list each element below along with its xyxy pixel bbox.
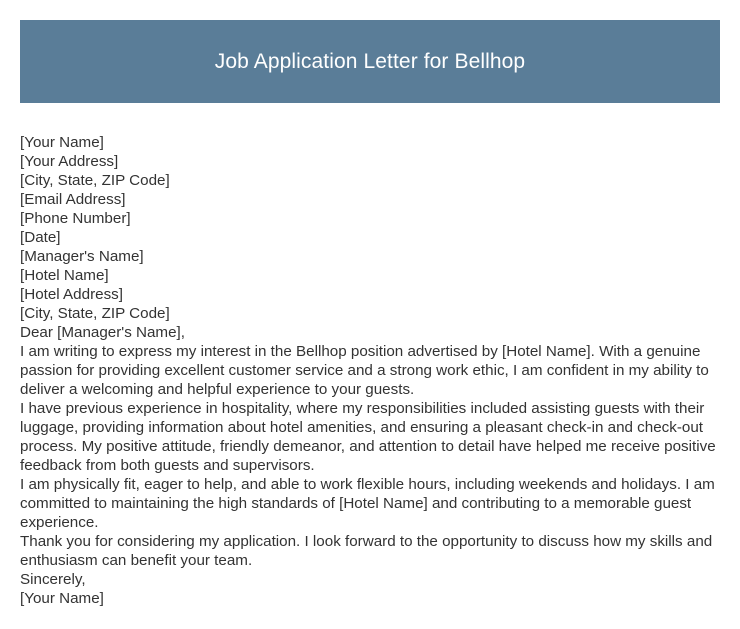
recipient-city-state-zip: [City, State, ZIP Code] [20, 305, 170, 322]
body-paragraph-2: I have previous experience in hospitality, where my responsibilities included assisting guests with their luggage, providing information about hotel amenities, and ensuring a pleasant check-in and check-out process. My positive attitude, friendly demeanor, and attention to detail have helped me receive positive feedback from both guests and supervisors. [20, 400, 716, 474]
closing: Sincerely, [20, 571, 86, 588]
sender-name: [Your Name] [20, 134, 104, 151]
letter-date: [Date] [20, 229, 61, 246]
signature: [Your Name] [20, 590, 104, 607]
sender-email: [Email Address] [20, 191, 126, 208]
recipient-manager-name: [Manager's Name] [20, 248, 144, 265]
salutation: Dear [Manager's Name], [20, 324, 185, 341]
body-paragraph-1: I am writing to express my interest in the Bellhop position advertised by [Hotel Name]. With a genuine passion for providing excellent customer service and a strong work ethic, I am confident in my ability to deliver a welcoming and helpful experience to your guests. [20, 343, 709, 398]
page-title: Job Application Letter for Bellhop [214, 49, 526, 73]
letter-header [20, 20, 720, 103]
body-paragraph-3: I am physically fit, eager to help, and able to work flexible hours, including weekends and holidays. I am committed to maintaining the high standards of [Hotel Name] and contributing to a memorable guest experience. [20, 476, 715, 531]
recipient-hotel-name: [Hotel Name] [20, 267, 109, 284]
letter-body [20, 133, 722, 608]
sender-address: [Your Address] [20, 153, 119, 170]
recipient-hotel-address: [Hotel Address] [20, 286, 123, 303]
sender-phone: [Phone Number] [20, 210, 131, 227]
body-paragraph-4: Thank you for considering my application. I look forward to the opportunity to discuss how my skills and enthusiasm can benefit your team. [20, 533, 713, 569]
sender-city-state-zip: [City, State, ZIP Code] [20, 172, 170, 189]
